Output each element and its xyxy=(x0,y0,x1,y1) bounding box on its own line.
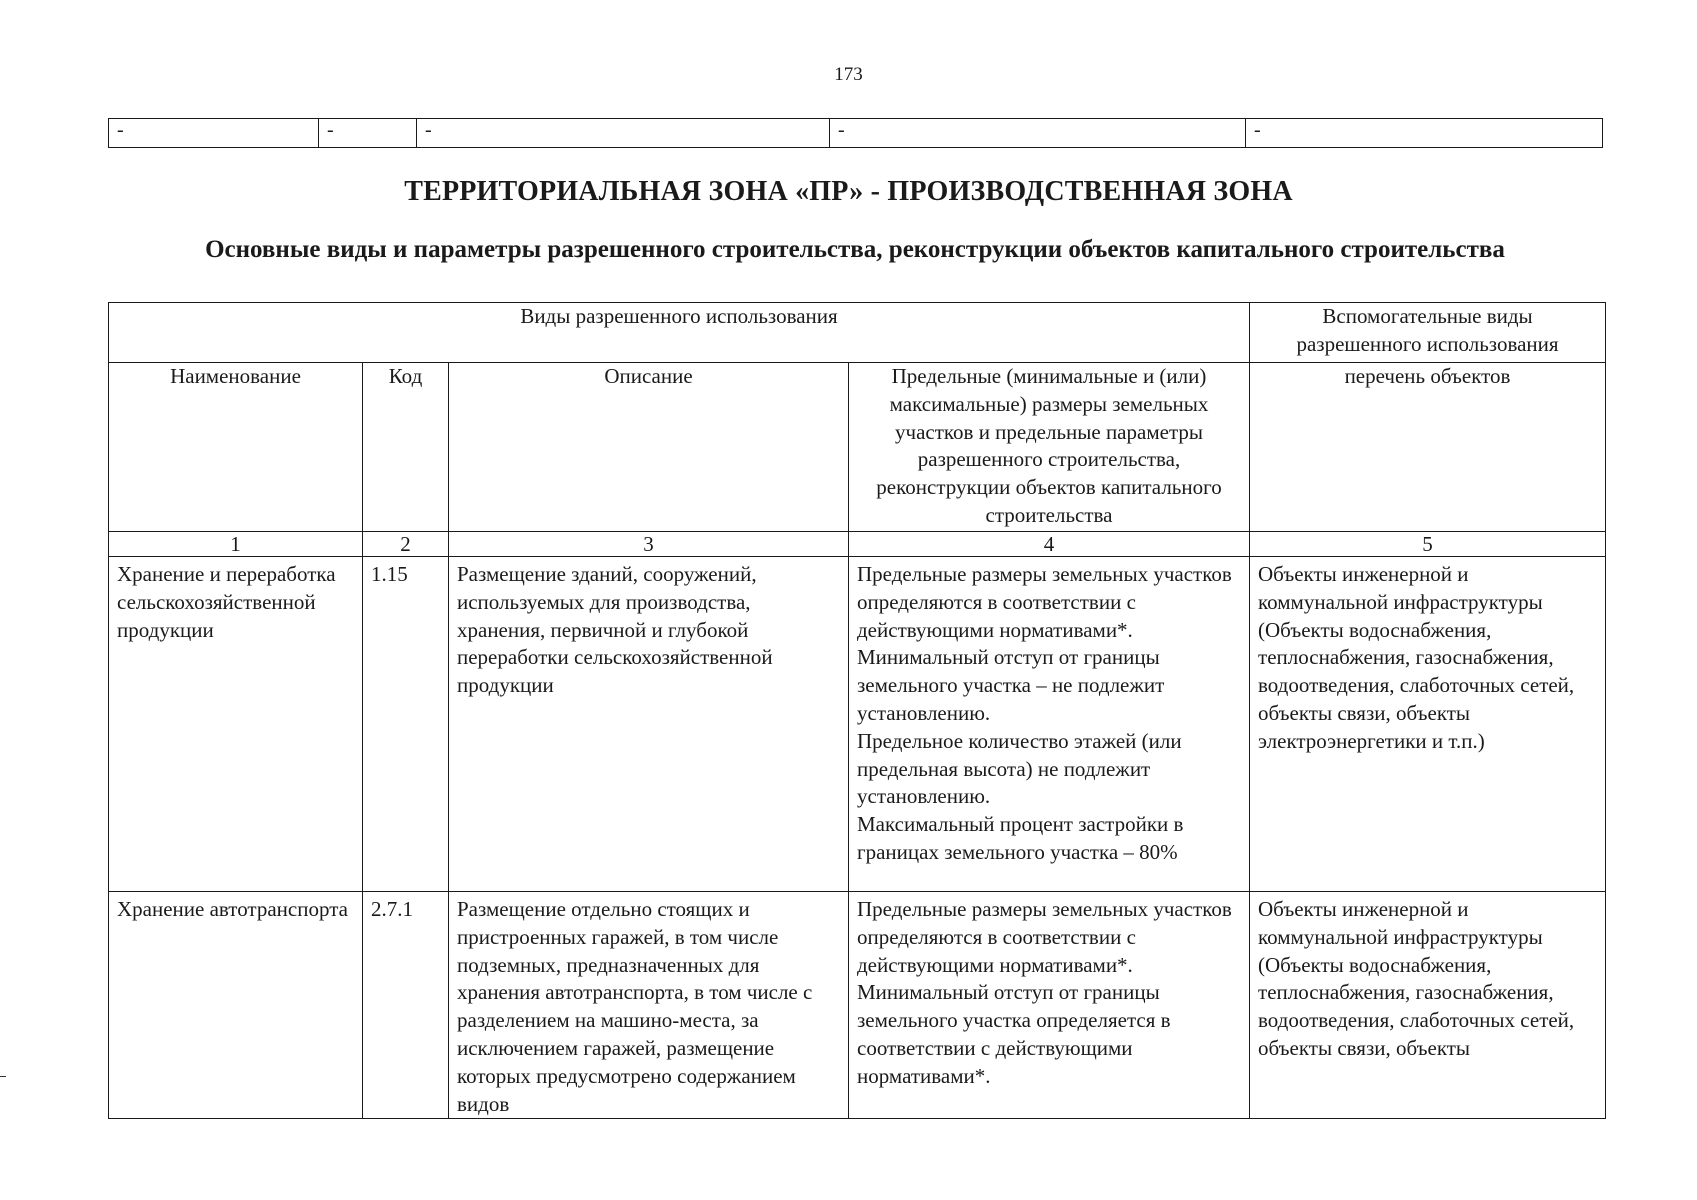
table-row xyxy=(109,892,1606,1119)
use-description: Размещение зданий, сооружений, используемых для производства, хранения, первичной и глубокой переработки сельскохозяйственной продукции xyxy=(449,557,849,892)
param-line: Минимальный отступ от границы земельного участка – не подлежит установлению. xyxy=(857,645,1165,725)
continuation-cell: - xyxy=(417,119,830,148)
param-line: Минимальный отступ от границы земельного участка определяется в соответствии с действующими нормативами*. xyxy=(857,980,1171,1088)
continuation-cell: - xyxy=(319,119,417,148)
use-code: 2.7.1 xyxy=(363,892,449,1119)
section-title: Основные виды и параметры разрешенного строительства, реконструкции объектов капитального строительства xyxy=(205,236,1505,263)
permitted-use-table xyxy=(108,302,1606,1119)
continuation-row xyxy=(109,119,1603,148)
aux-objects: Объекты инженерной и коммунальной инфраструктуры (Объекты водоснабжения, теплоснабжения, газоснабжения, водоотведения, слаботочных сетей, объекты связи, объекты электроэнергетики и т.п.) xyxy=(1250,557,1606,892)
group-header-aux: Вспомогательные виды разрешенного использования xyxy=(1250,303,1606,363)
use-params xyxy=(849,892,1250,1119)
continuation-cell: - xyxy=(109,119,319,148)
param-line: Максимальный процент застройки в границах земельного участка – 80% xyxy=(857,812,1184,864)
col-header-params: Предельные (минимальные и (или) максимальные) размеры земельных участков и предельные параметры разрешенного строительства, реконструкции объектов капитального строительства xyxy=(849,363,1250,532)
edge-mark xyxy=(0,1076,6,1077)
col-number: 1 xyxy=(109,532,363,557)
col-number: 2 xyxy=(363,532,449,557)
zone-title: ТЕРРИТОРИАЛЬНАЯ ЗОНА «ПР» - ПРОИЗВОДСТВЕННАЯ ЗОНА xyxy=(404,176,1293,207)
col-header-code: Код xyxy=(363,363,449,532)
column-header-row xyxy=(109,363,1606,532)
col-number: 3 xyxy=(449,532,849,557)
col-header-name: Наименование xyxy=(109,363,363,532)
col-header-aux-list: перечень объектов xyxy=(1250,363,1606,532)
page-number: 173 xyxy=(834,64,863,85)
col-header-description: Описание xyxy=(449,363,849,532)
column-number-row xyxy=(109,532,1606,557)
use-code: 1.15 xyxy=(363,557,449,892)
continuation-table xyxy=(108,118,1603,148)
param-line: Предельные размеры земельных участков определяются в соответствии с действующими нормативами*. xyxy=(857,562,1232,642)
use-name: Хранение и переработка сельскохозяйственной продукции xyxy=(109,557,363,892)
param-line: Предельное количество этажей (или предельная высота) не подлежит установлению. xyxy=(857,728,1182,809)
group-header-main: Виды разрешенного использования xyxy=(109,303,1250,363)
continuation-cell: - xyxy=(1246,119,1603,148)
param-line: Предельные размеры земельных участков определяются в соответствии с действующими нормативами*. xyxy=(857,897,1232,977)
group-header-row xyxy=(109,303,1606,363)
col-number: 5 xyxy=(1250,532,1606,557)
use-name: Хранение автотранспорта xyxy=(109,892,363,1119)
aux-objects: Объекты инженерной и коммунальной инфраструктуры (Объекты водоснабжения, теплоснабжения, газоснабжения, водоотведения, слаботочных сетей, объекты связи, объекты xyxy=(1250,892,1606,1119)
col-number: 4 xyxy=(849,532,1250,557)
use-description: Размещение отдельно стоящих и пристроенных гаражей, в том числе подземных, предназначенных для хранения автотранспорта, в том числе с разделением на машино-места, за исключением гаражей, размещение которых предусмотрено содержанием видов xyxy=(449,892,849,1119)
use-params xyxy=(849,557,1250,892)
continuation-cell: - xyxy=(830,119,1246,148)
table-row xyxy=(109,557,1606,892)
